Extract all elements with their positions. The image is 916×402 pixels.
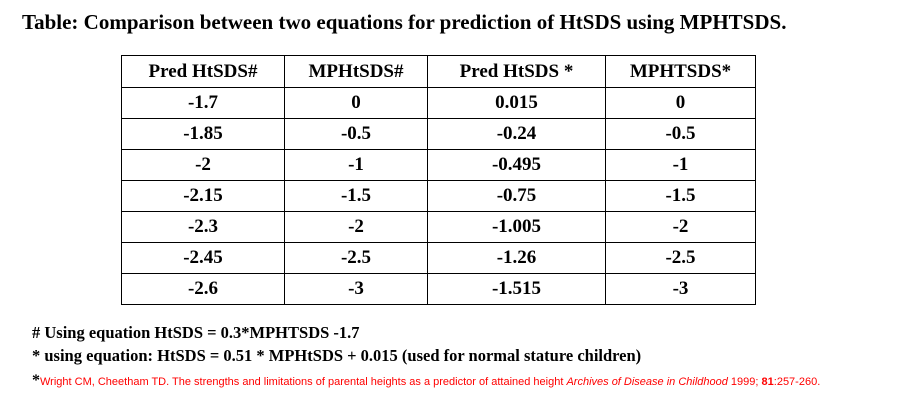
table-cell: -1 — [285, 150, 428, 181]
column-header-pred-htsds-hash: Pred HtSDS# — [122, 56, 285, 88]
table-cell: -1.515 — [428, 274, 606, 305]
table-cell: -2 — [606, 212, 756, 243]
reference-marker: * — [32, 372, 40, 389]
table-cell: -1.7 — [122, 88, 285, 119]
table-cell: -1.005 — [428, 212, 606, 243]
table-cell: -2 — [285, 212, 428, 243]
table-cell: -0.495 — [428, 150, 606, 181]
column-header-pred-htsds-star: Pred HtSDS * — [428, 56, 606, 88]
table-row — [122, 274, 756, 305]
table-header-row — [122, 56, 756, 88]
reference-volume: 81 — [761, 376, 774, 388]
table-cell: -2.6 — [122, 274, 285, 305]
comparison-table — [121, 55, 756, 305]
column-header-mphtsds-star: MPHTSDS* — [606, 56, 756, 88]
reference-authors-title: Wright CM, Cheetham TD. The strengths and limitations of parental heights as a predictor of attained height — [40, 376, 567, 388]
table-cell: -1.5 — [606, 181, 756, 212]
table-cell: -2.45 — [122, 243, 285, 274]
reference-journal: Archives of Disease in Childhood — [566, 376, 728, 388]
table-cell: 0 — [285, 88, 428, 119]
reference-pages: :257-260. — [773, 376, 821, 388]
table-title: Table: Comparison between two equations for prediction of HtSDS using MPHTSDS. — [22, 10, 787, 34]
table-cell: -2.15 — [122, 181, 285, 212]
table-cell: -1.5 — [285, 181, 428, 212]
table-cell: -1 — [606, 150, 756, 181]
table-cell: -0.75 — [428, 181, 606, 212]
table-cell: -1.26 — [428, 243, 606, 274]
table-row — [122, 181, 756, 212]
table-row — [122, 243, 756, 274]
table-cell: -2.5 — [606, 243, 756, 274]
table-row — [122, 150, 756, 181]
table-cell: -0.5 — [606, 119, 756, 150]
table-cell: 0.015 — [428, 88, 606, 119]
reference-citation — [32, 372, 820, 390]
table-row — [122, 212, 756, 243]
table-cell: -0.24 — [428, 119, 606, 150]
table-cell: -2.5 — [285, 243, 428, 274]
table-cell: -0.5 — [285, 119, 428, 150]
reference-year: 1999; — [727, 376, 762, 388]
footnote-hash-equation: # Using equation HtSDS = 0.3*MPHTSDS -1.7 — [32, 323, 360, 342]
table-row — [122, 88, 756, 119]
column-header-mphtsds-hash: MPHtSDS# — [285, 56, 428, 88]
table-cell: -2 — [122, 150, 285, 181]
table-cell: -3 — [285, 274, 428, 305]
table-cell: -2.3 — [122, 212, 285, 243]
table-cell: -3 — [606, 274, 756, 305]
footnote-star-equation: * using equation: HtSDS = 0.51 * MPHtSDS + 0.015 (used for normal stature children) — [32, 346, 642, 365]
table-row — [122, 119, 756, 150]
table-cell: 0 — [606, 88, 756, 119]
table-cell: -1.85 — [122, 119, 285, 150]
